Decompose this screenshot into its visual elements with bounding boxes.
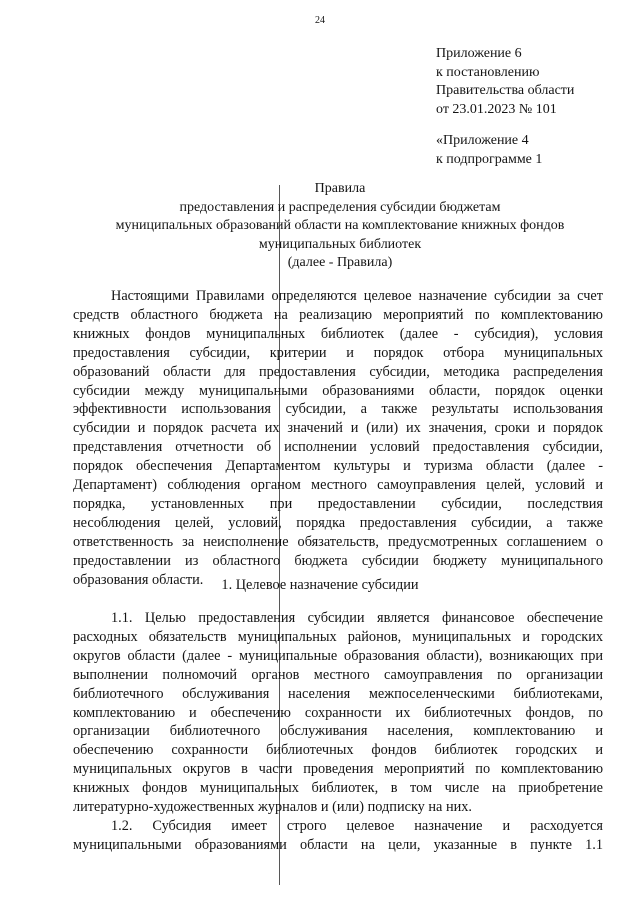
- section-1-paragraph-1: [73, 609, 603, 817]
- title-line: (далее - Правила): [287, 255, 393, 270]
- paragraph-line: 1.2. Субсидия имеет строго целевое назначение и расходуется: [111, 818, 603, 834]
- intro-line: предоставлении из областного бюджета субсидии бюджету муниципального: [73, 552, 603, 569]
- intro-line: образования области.: [73, 571, 204, 588]
- paragraph-line: книжных фондов муниципальных библиотек, в том числе на приобретение: [73, 780, 603, 797]
- intro-line: средств областного бюджета на реализацию мероприятий по комплектованию: [73, 306, 603, 323]
- paragraph-line: муниципальными образованиями области на цели, указанные в пункте 1.1: [73, 836, 603, 853]
- paragraph-line: комплектованию и обеспечению сохранности их библиотечных фондов, по: [73, 704, 603, 721]
- section-1-paragraph-2: [73, 817, 603, 855]
- intro-line: порядка, установленных при предоставлении субсидии, последствия: [73, 495, 603, 512]
- section-1-heading: 1. Целевое назначение субсидии: [221, 577, 419, 593]
- title-line: Правила: [314, 181, 366, 196]
- appendix-6-line: Правительства области: [436, 83, 575, 98]
- appendix-4-header: [436, 132, 542, 169]
- paragraph-line: организации библиотечного обслуживания населения, комплектованию и: [73, 723, 603, 740]
- paragraph-line: выполнении полномочий органов местного самоуправления по организации: [73, 666, 603, 683]
- intro-line: субсидии между муниципальными образованиями области, порядок оценки: [73, 382, 603, 399]
- paragraph-line: обеспечению сохранности библиотечных фондов библиотек городских и: [73, 742, 603, 759]
- intro-line: эффективности использования субсидии, а также результаты использования: [73, 401, 603, 418]
- title-line: муниципальных образований области на комплектование книжных фондов: [115, 218, 565, 233]
- document-title: [60, 180, 620, 273]
- intro-line: образований области для предоставления субсидии, методика распределения: [73, 363, 603, 380]
- appendix-6-header: [436, 45, 574, 119]
- intro-line: представления отчетности об исполнении условий предоставления субсидии,: [73, 439, 603, 456]
- intro-line: несоблюдения целей, условий, порядка предоставления субсидии, а также: [73, 514, 603, 531]
- appendix-6-line: к постановлению: [436, 64, 540, 80]
- intro-paragraph: [73, 287, 603, 590]
- page-number: 24: [315, 15, 325, 26]
- paragraph-line: литературно-художественных журналов и (или) подписку на них.: [73, 799, 472, 816]
- appendix-4-line: «Приложение 4: [436, 133, 529, 148]
- paragraph-line: округов области (далее - муниципальные образования области), возникающих при: [73, 647, 603, 664]
- title-line: предоставления и распределения субсидии бюджетам: [179, 199, 501, 215]
- intro-line: Департамент) соблюдения органом местного самоуправления целей, условий и: [73, 477, 603, 494]
- intro-line: Настоящими Правилами определяются целевое назначение субсидии за счет: [111, 288, 603, 304]
- paragraph-line: расходных обязательств муниципальных районов, муниципальных и городских: [73, 628, 603, 645]
- appendix-4-line: к подпрограмме 1: [436, 151, 543, 167]
- intro-line: книжных фондов муниципальных библиотек (далее - субсидия), условия: [73, 325, 603, 342]
- appendix-6-line: от 23.01.2023 № 101: [436, 101, 557, 117]
- paragraph-line: муниципальных округов в части проведения мероприятий по комплектованию: [73, 761, 603, 778]
- title-line: муниципальных библиотек: [258, 236, 422, 252]
- appendix-6-line: Приложение 6: [436, 46, 522, 61]
- intro-line: предоставления субсидии, критерии и порядок отбора муниципальных: [73, 344, 603, 361]
- paragraph-line: библиотечного обслуживания населения межпоселенческими библиотеками,: [73, 685, 603, 702]
- intro-line: субсидии и порядок расчета их значений и (или) их значения, сроки и порядок: [73, 420, 603, 437]
- intro-line: ответственность за неисполнение обязательств, предусмотренных соглашением о: [73, 533, 603, 550]
- paragraph-line: 1.1. Целью предоставления субсидии является финансовое обеспечение: [111, 610, 603, 626]
- intro-line: порядок обеспечения Департаментом культуры и туризма области (далее -: [73, 458, 603, 475]
